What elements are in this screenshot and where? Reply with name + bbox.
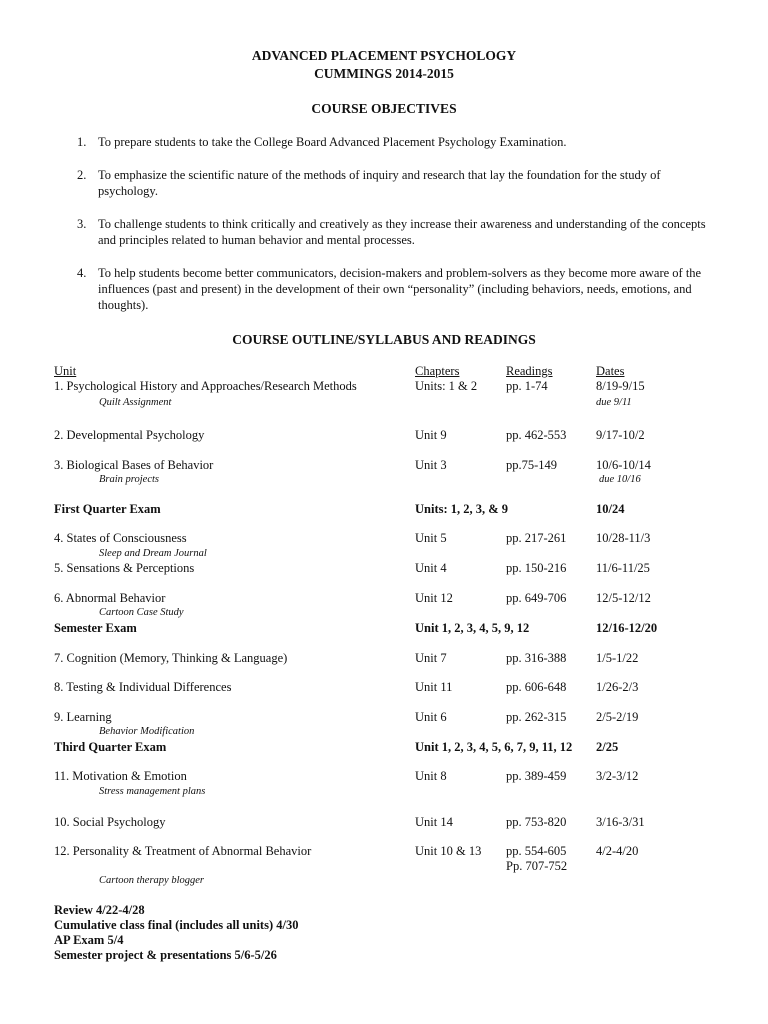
unit-chapters: Unit 11: [415, 680, 453, 694]
outline-row: [0, 457, 768, 473]
objective-text: To prepare students to take the College Board Advanced Placement Psychology Examination.: [98, 135, 567, 149]
outline-heading: COURSE OUTLINE/SYLLABUS AND READINGS: [232, 332, 536, 347]
objectives-heading: COURSE OBJECTIVES: [311, 101, 457, 116]
unit-chapters: Unit 9: [415, 428, 447, 442]
unit-readings: pp. 1-74: [506, 379, 548, 393]
unit-readings: pp. 462-553: [506, 428, 567, 442]
unit-name: 3. Biological Bases of Behavior: [54, 458, 214, 472]
unit-readings: pp. 606-648: [506, 680, 567, 694]
exam-row: [0, 620, 768, 636]
unit-name: 2. Developmental Psychology: [54, 428, 205, 442]
outline-row: [0, 427, 768, 443]
unit-dates: 12/5-12/12: [596, 591, 651, 605]
unit-dates: 10/6-10/14: [596, 458, 651, 472]
column-header-dates: Dates: [596, 364, 625, 378]
unit-readings: pp. 262-315: [506, 710, 567, 724]
objective-item: [77, 216, 717, 248]
unit-project: Behavior Modification: [99, 726, 195, 737]
outline-row: [0, 709, 768, 725]
unit-chapters: Unit 6: [415, 710, 447, 724]
unit-dates: 11/6-11/25: [596, 561, 650, 575]
unit-name: 10. Social Psychology: [54, 815, 166, 829]
unit-dates: 3/16-3/31: [596, 815, 645, 829]
unit-project: Cartoon therapy blogger: [99, 875, 204, 886]
exam-row: [0, 739, 768, 755]
objective-item: [77, 134, 717, 150]
unit-readings: pp. 316-388: [506, 651, 567, 665]
column-header-readings: Readings: [506, 364, 553, 378]
unit-dates: 8/19-9/15: [596, 379, 645, 393]
project-due-date: due 9/11: [596, 397, 632, 408]
unit-project: Cartoon Case Study: [99, 607, 184, 618]
exam-units: Units: 1, 2, 3, & 9: [415, 502, 509, 516]
objective-text: To emphasize the scientific nature of the methods of inquiry and research that lay the foundation for the study of psychology.: [98, 168, 661, 198]
ap-exam-date: AP Exam 5/4: [54, 933, 124, 947]
unit-project: Sleep and Dream Journal: [99, 548, 207, 559]
objective-item: [77, 265, 717, 313]
unit-dates: 9/17-10/2: [596, 428, 645, 442]
unit-project: Brain projects: [99, 474, 159, 485]
unit-name: 5. Sensations & Perceptions: [54, 561, 195, 575]
outline-row: [0, 650, 768, 666]
project-due-date: due 10/16: [599, 474, 641, 485]
unit-name: 12. Personality & Treatment of Abnormal Behavior: [54, 844, 312, 858]
column-header-chapters: Chapters: [415, 364, 460, 378]
exam-date: 2/25: [596, 740, 619, 754]
unit-chapters: Unit 3: [415, 458, 447, 472]
column-header-unit: Unit: [54, 364, 77, 378]
outline-row-continued: [0, 858, 768, 874]
unit-dates: 2/5-2/19: [596, 710, 639, 724]
exam-name: Semester Exam: [54, 621, 137, 635]
outline-row: [0, 843, 768, 859]
exam-name: First Quarter Exam: [54, 502, 161, 516]
unit-readings: pp. 150-216: [506, 561, 567, 575]
unit-chapters: Unit 12: [415, 591, 453, 605]
unit-chapters: Unit 8: [415, 769, 447, 783]
exam-units: Unit 1, 2, 3, 4, 5, 9, 12: [415, 621, 530, 635]
objective-item: [77, 167, 717, 199]
objective-number: 2.: [77, 168, 87, 182]
unit-name: 9. Learning: [54, 710, 112, 724]
unit-name: 11. Motivation & Emotion: [54, 769, 187, 783]
unit-readings: pp. 554-605: [506, 844, 567, 858]
unit-chapters: Unit 4: [415, 561, 447, 575]
outline-row: [0, 768, 768, 784]
exam-name: Third Quarter Exam: [54, 740, 167, 754]
unit-dates: 1/26-2/3: [596, 680, 639, 694]
unit-dates: 1/5-1/22: [596, 651, 639, 665]
unit-name: 6. Abnormal Behavior: [54, 591, 166, 605]
final-exam-date: Cumulative class final (includes all units) 4/30: [54, 918, 299, 932]
unit-readings: pp. 217-261: [506, 531, 567, 545]
unit-readings: pp. 389-459: [506, 769, 567, 783]
unit-readings: pp.75-149: [506, 458, 558, 472]
objective-number: 1.: [77, 135, 87, 149]
outline-row: [0, 530, 768, 546]
document-subtitle: CUMMINGS 2014-2015: [314, 66, 454, 81]
exam-units: Unit 1, 2, 3, 4, 5, 6, 7, 9, 11, 12: [415, 740, 573, 754]
semester-project-dates: Semester project & presentations 5/6-5/26: [54, 948, 277, 962]
unit-readings-extra: Pp. 707-752: [506, 859, 568, 873]
unit-chapters: Unit 7: [415, 651, 447, 665]
unit-name: 1. Psychological History and Approaches/Research Methods: [54, 379, 357, 393]
unit-project: Stress management plans: [99, 786, 206, 797]
outline-row: [0, 378, 768, 394]
unit-chapters: Unit 5: [415, 531, 447, 545]
exam-date: 12/16-12/20: [596, 621, 658, 635]
unit-dates: 10/28-11/3: [596, 531, 651, 545]
outline-header-row: [0, 363, 768, 379]
unit-name: 4. States of Consciousness: [54, 531, 187, 545]
exam-row: [0, 501, 768, 517]
unit-chapters: Units: 1 & 2: [415, 379, 478, 393]
outline-row: [0, 590, 768, 606]
unit-dates: 3/2-3/12: [596, 769, 639, 783]
outline-row: [0, 814, 768, 830]
unit-project: Quilt Assignment: [99, 397, 172, 408]
objective-number: 3.: [77, 217, 87, 231]
unit-readings: pp. 753-820: [506, 815, 567, 829]
exam-date: 10/24: [596, 502, 625, 516]
objective-text: To help students become better communicators, decision-makers and problem-solvers as they become more aware of the influences (past and present) in the development of their own “personality” (including behaviors, needs, emotions, and thoughts).: [98, 266, 702, 312]
unit-dates: 4/2-4/20: [596, 844, 639, 858]
unit-chapters: Unit 10 & 13: [415, 844, 482, 858]
unit-name: 8. Testing & Individual Differences: [54, 680, 232, 694]
objectives-list: [77, 134, 717, 330]
review-dates: Review 4/22-4/28: [54, 903, 145, 917]
unit-readings: pp. 649-706: [506, 591, 567, 605]
unit-chapters: Unit 14: [415, 815, 453, 829]
document-title: ADVANCED PLACEMENT PSYCHOLOGY: [251, 48, 517, 63]
outline-row: [0, 560, 768, 576]
unit-name: 7. Cognition (Memory, Thinking & Language): [54, 651, 288, 665]
objective-number: 4.: [77, 266, 87, 280]
objective-text: To challenge students to think critically and creatively as they increase their awareness and understanding of the concepts and principles related to human behavior and mental processes.: [98, 217, 706, 247]
outline-row: [0, 679, 768, 695]
